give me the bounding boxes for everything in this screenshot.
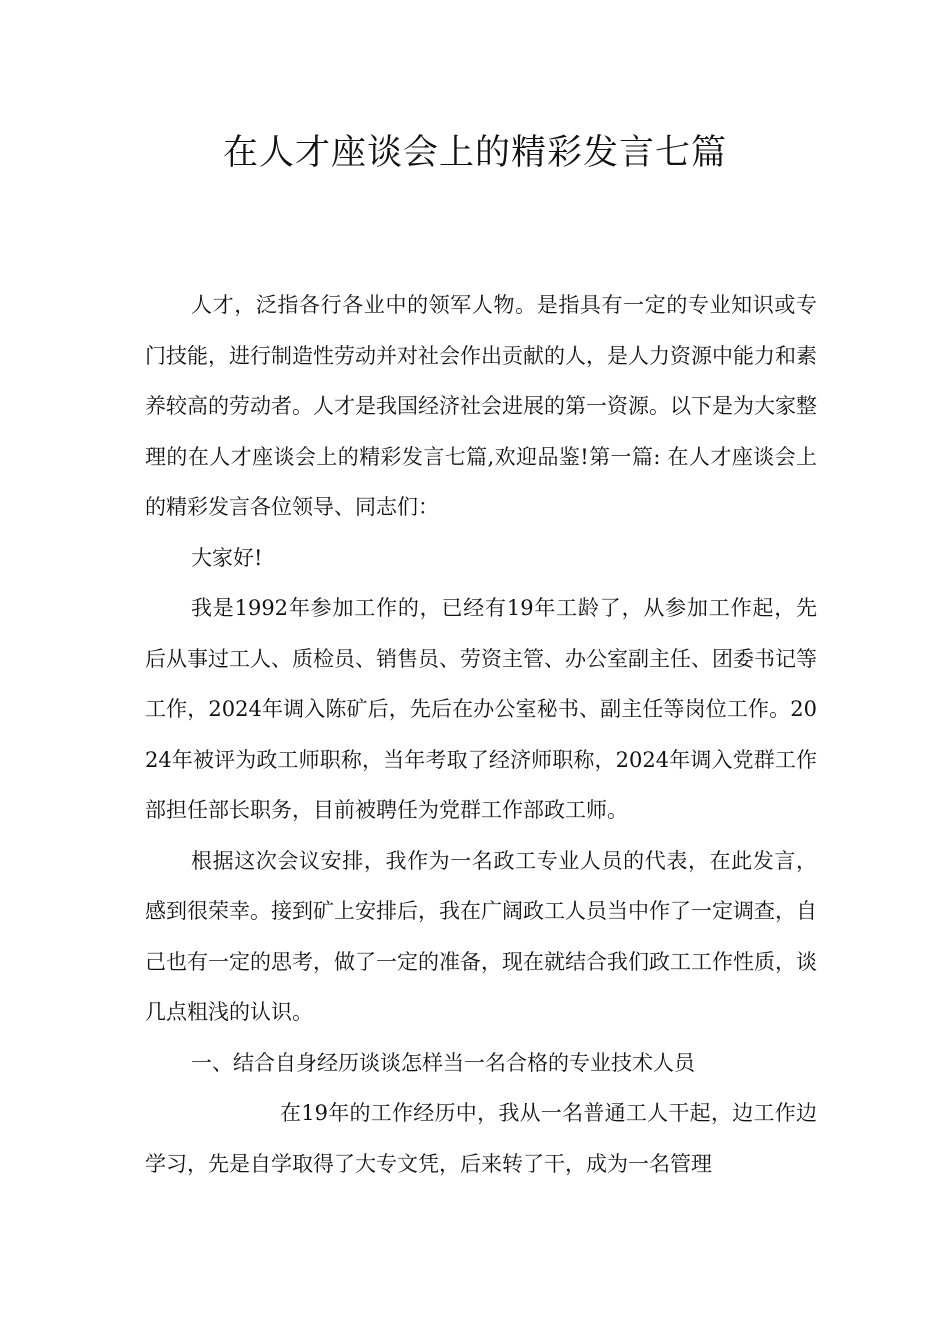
document-title: 在人才座谈会上的精彩发言七篇 xyxy=(222,133,727,173)
paragraph-purpose: 根据这次会议安排，我作为一名政工专业人员的代表，在此发言，感到很荣幸。接到矿上安排后，我在广阔政工人员当中作了一定调查，自己也有一定的思考，做了一定的准备，现在就结合我们政工工作性质，谈几点粗浅的认识。 xyxy=(145,848,817,1024)
paragraph-greeting: 大家好! xyxy=(191,545,263,570)
paragraph-experience: 在19年的工作经历中，我从一名普通工人干起，边工作边学习，先是自学取得了大专文凭，后来转了干，成为一名管理 xyxy=(145,1101,817,1176)
document-body xyxy=(145,280,817,1189)
paragraph-intro: 人才，泛指各行各业中的领军人物。是指具有一定的专业知识或专门技能，进行制造性劳动并对社会作出贡献的人，是人力资源中能力和素养较高的劳动者。人才是我国经济社会进展的第一资源。以下是为大家整理的在人才座谈会上的精彩发言七篇,欢迎品鉴!第一篇: 在人才座谈会上的精彩发言各位领导、同志们： xyxy=(145,293,817,519)
section-heading-1: 一、结合自身经历谈谈怎样当一名合格的专业技术人员 xyxy=(191,1050,695,1075)
paragraph-background: 我是1992年参加工作的，已经有19年工龄了，从参加工作起，先后从事过工人、质检员、销售员、劳资主管、办公室副主任、团委书记等工作，2024年调入陈矿后，先后在办公室秘书、副主任等岗位工作。2024年被评为政工师职称，当年考取了经济师职称，2024年调入党群工作部担任部长职务，目前被聘任为党群工作部政工师。 xyxy=(145,596,817,822)
